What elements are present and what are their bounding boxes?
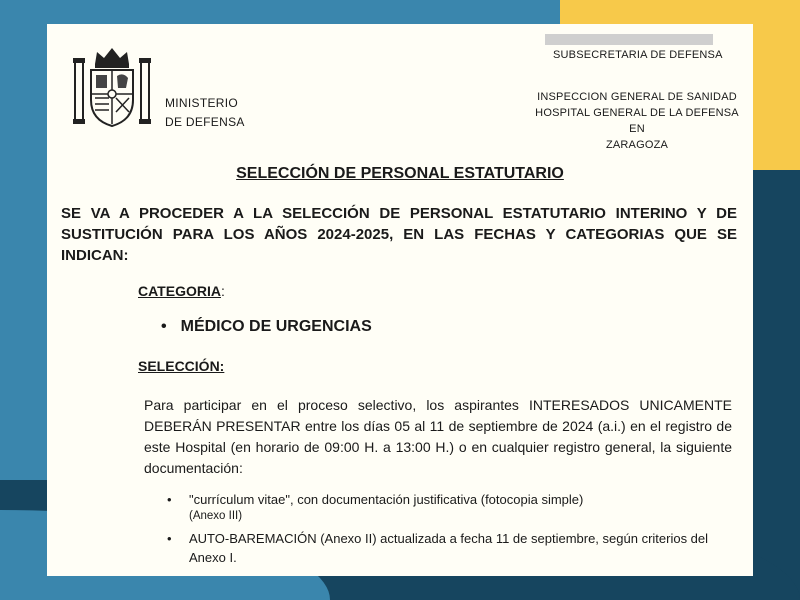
seleccion-heading: SELECCIÓN: — [138, 358, 225, 374]
inspeccion-line-2: HOSPITAL GENERAL DE LA DEFENSA EN — [535, 107, 739, 135]
coat-of-arms-icon — [73, 42, 151, 128]
ministry-line-1: MINISTERIO — [165, 96, 239, 110]
categoria-item-text: MÉDICO DE URGENCIAS — [180, 318, 372, 335]
seleccion-paragraph: Para participar en el proceso selectivo, los aspirantes INTERESADOS UNICAMENTE DEBERÁN PRESENTAR entre los días 05 al 11 de septiembre de 2024 (a.i.) en el registro de este Hospital (en horario de 09:00 H. a 13:00 H.) o en cualquier registro general, la siguiente documentación: — [144, 397, 732, 476]
ministry-line-2: DE DEFENSA — [165, 115, 245, 129]
document-page — [47, 24, 753, 576]
requirement-text: "currículum vitae", con documentación justificativa (fotocopia simple) — [189, 492, 584, 507]
bullet-icon: • — [167, 492, 172, 507]
bullet-icon: • — [167, 531, 172, 546]
ministry-name — [165, 94, 245, 132]
inspeccion-block — [527, 89, 747, 153]
categoria-label: CATEGORIA — [138, 283, 221, 299]
subsecretaria-label: SUBSECRETARIA DE DEFENSA — [553, 49, 723, 61]
categoria-item — [161, 318, 372, 336]
list-item — [167, 490, 737, 524]
requirement-text: AUTO-BAREMACIÓN (Anexo II) actualizada a fecha 11 de septiembre, según criterios del Anexo I. — [189, 531, 709, 565]
intro-paragraph: SE VA A PROCEDER A LA SELECCIÓN DE PERSONAL ESTATUTARIO INTERINO Y DE SUSTITUCIÓN PARA LOS AÑOS 2024-2025, EN LAS FECHAS Y CATEGORIAS QUE SE INDICAN: — [61, 205, 737, 264]
bullet-icon: • — [161, 318, 167, 335]
categoria-colon: : — [220, 283, 225, 299]
requirement-subtext: (Anexo III) — [189, 510, 243, 522]
inspeccion-line-1: INSPECCION GENERAL DE SANIDAD — [537, 91, 737, 103]
document-title: SELECCIÓN DE PERSONAL ESTATUTARIO — [236, 165, 564, 182]
list-item — [167, 529, 737, 567]
requirements-list — [167, 490, 737, 572]
inspeccion-line-3: ZARAGOZA — [605, 139, 669, 151]
redacted-text-bar — [545, 34, 713, 45]
categoria-heading — [138, 283, 225, 299]
